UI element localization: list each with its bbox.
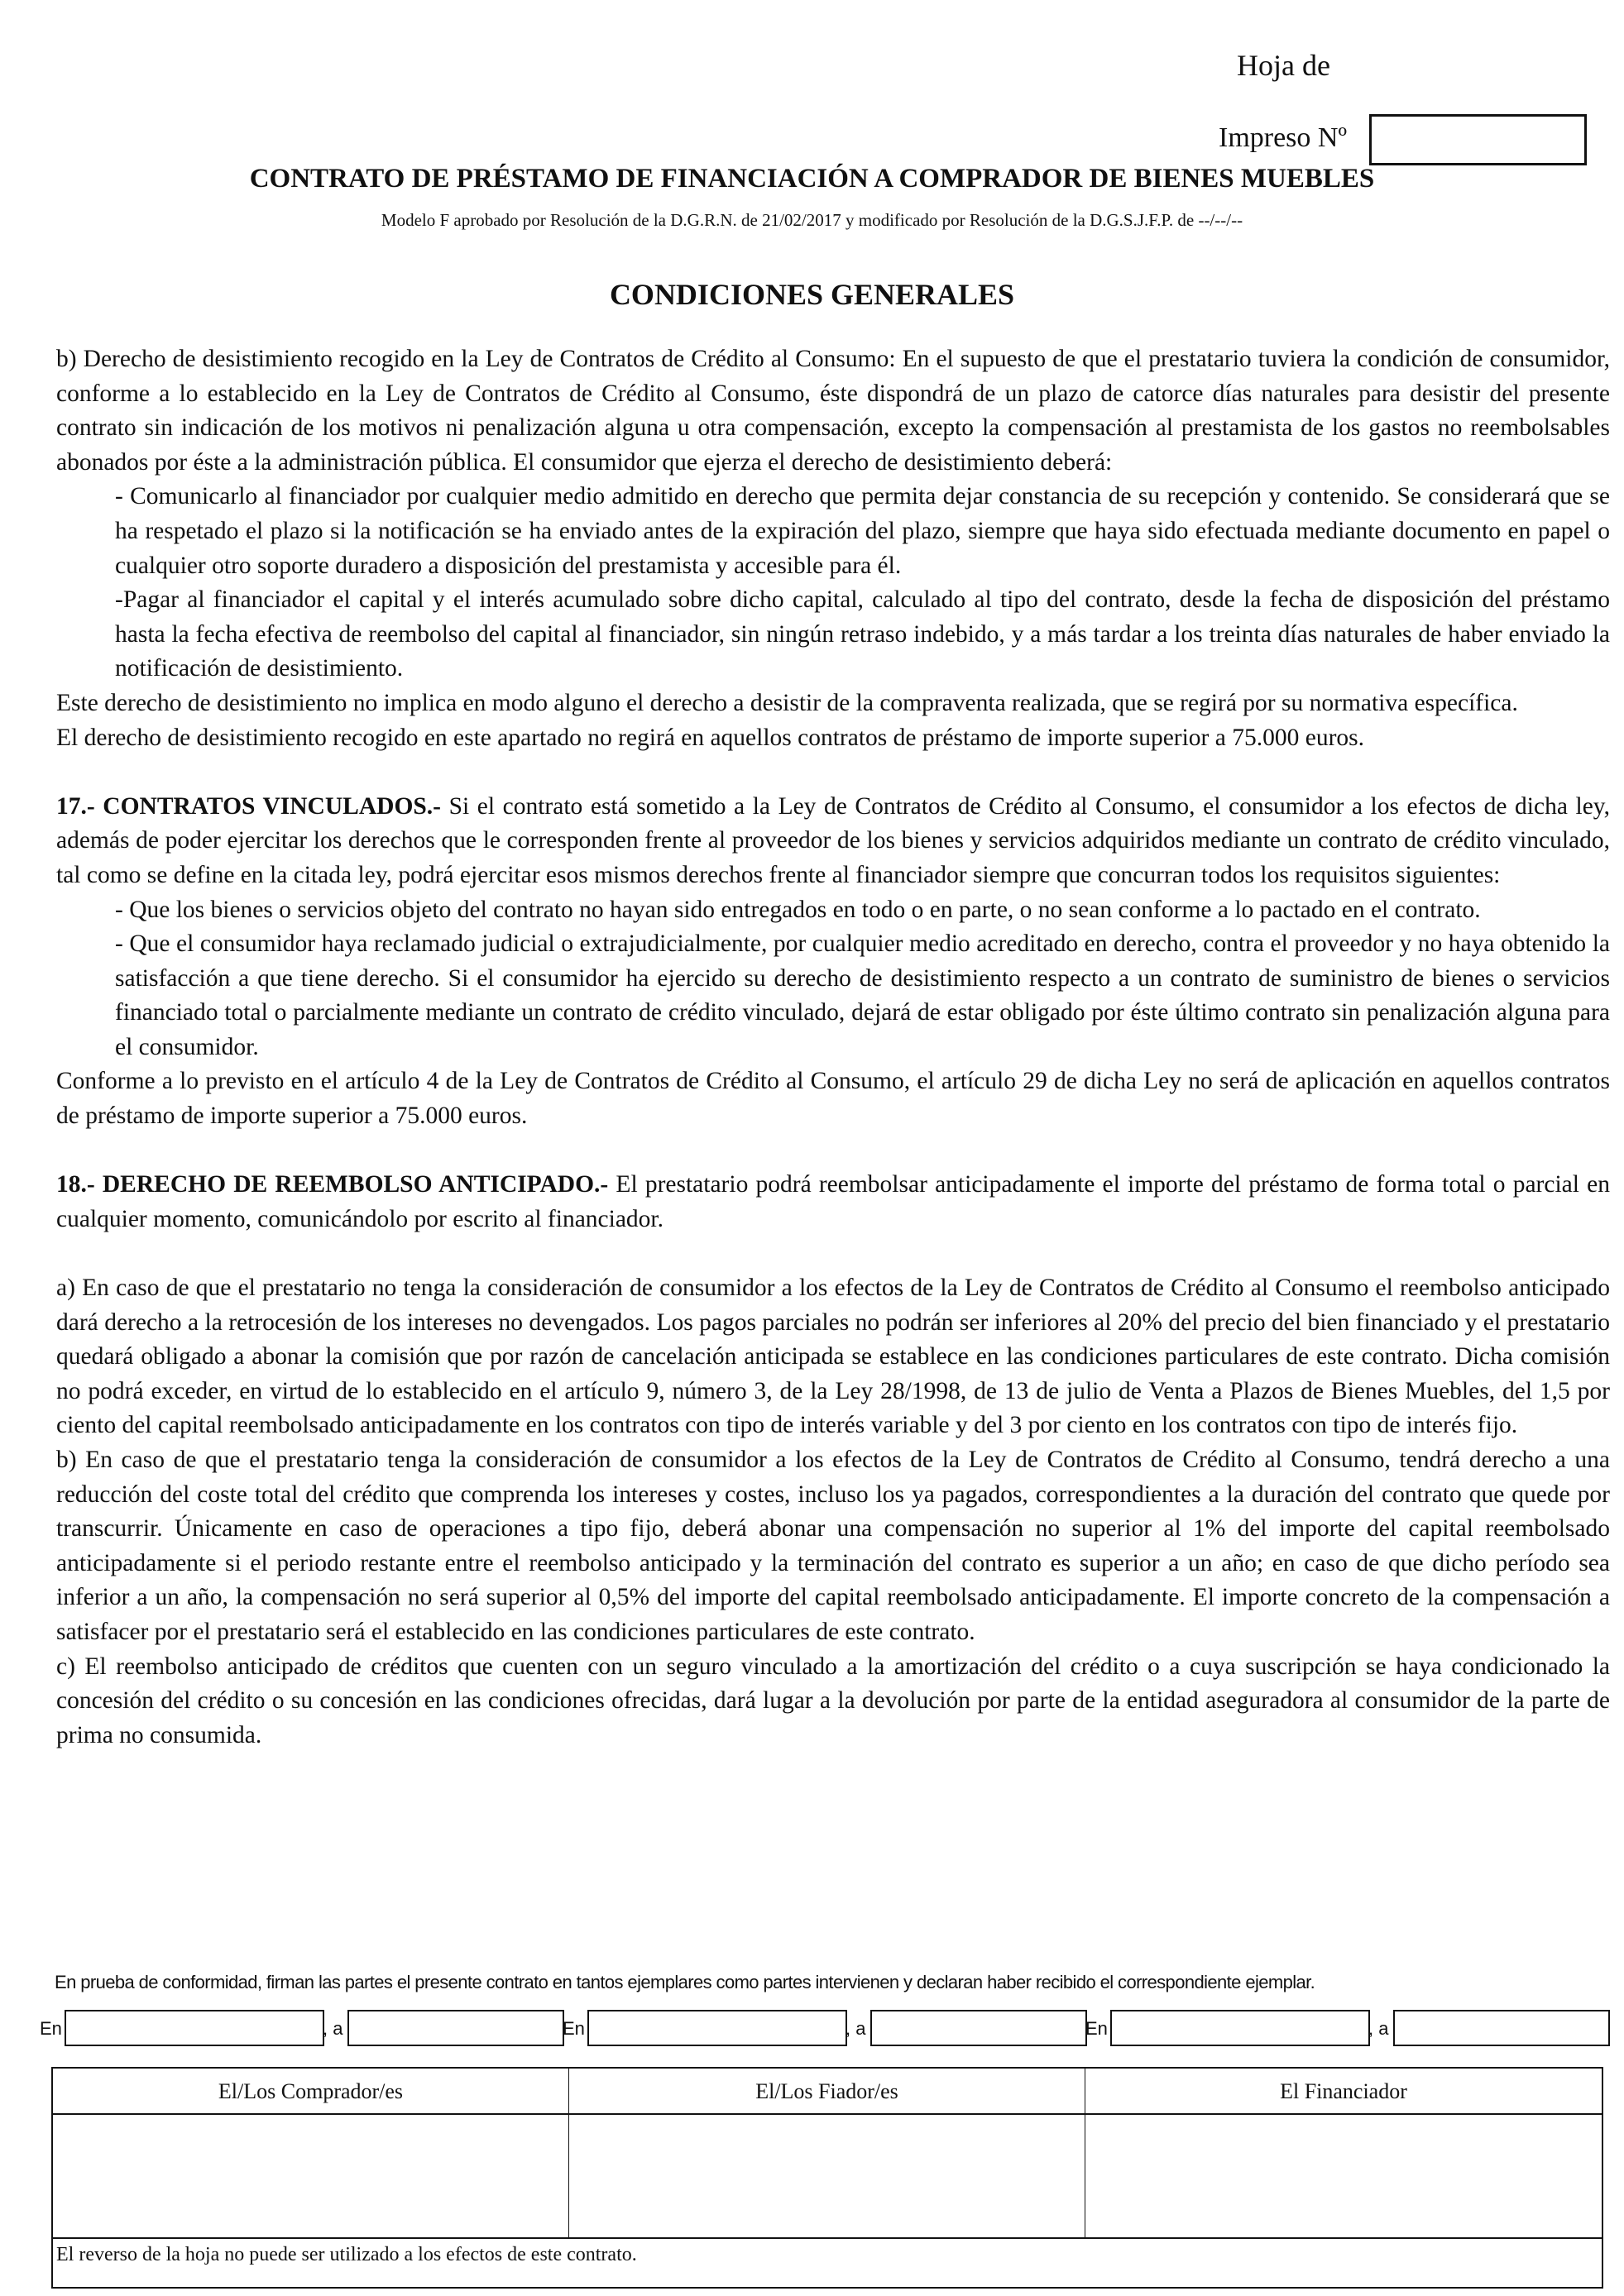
document-title: CONTRATO DE PRÉSTAMO DE FINANCIACIÓN A COMPRADOR DE BIENES MUEBLES bbox=[249, 164, 1375, 194]
clause-18-intro: El prestatario podrá reembolsar anticipadamente el importe del préstamo de forma total o parcial en cualquier momento, comunicándolo por escrito al financiador. bbox=[56, 1171, 1610, 1232]
date-field-1[interactable] bbox=[347, 2010, 564, 2046]
clause-17-item-2: - Que el consumidor haya reclamado judicial o extrajudicialmente, por cualquier medio acreditado en derecho, contra el proveedor y no haya obtenido la satisfacción a que tiene derecho. Si el consumidor ha ejercido su derecho de desistimiento respecto a un contrato de suministro de bienes o servicios financiado total o parcialmente mediante un contrato de crédito vinculado, dejará de estar obligado por éste último contrato sin penalización alguna para el consumidor. bbox=[115, 930, 1610, 1060]
place-label-1: En bbox=[40, 2018, 62, 2039]
clause-17-note: Conforme a lo previsto en el artículo 4 de la Ley de Contratos de Crédito al Consumo, el artículo 29 de dicha Ley no será de aplicación en aquellos contratos de préstamo de importe superior a 75.000 euros. bbox=[56, 1068, 1610, 1130]
clause-17-item-1: - Que los bienes o servicios objeto del contrato no hayan sido entregados en todo o en parte, o no sean conforme a lo pactado en el contrato. bbox=[115, 896, 1481, 923]
clause-17-heading: 17.- CONTRATOS VINCULADOS.- bbox=[56, 792, 441, 820]
section-title: CONDICIONES GENERALES bbox=[609, 278, 1015, 311]
place-field-2[interactable] bbox=[587, 2010, 847, 2046]
general-conditions-body bbox=[56, 342, 1610, 1753]
clause-17-intro: Si el contrato está sometido a la Ley de Contratos de Crédito al Consumo, el consumidor a los efectos de dicha ley, además de poder ejercitar los derechos que le corresponden frente al proveedor de los bienes y servicios adquiridos mediante un contrato de crédito vinculado, tal como se define en la citada ley, podrá ejercitar esos mismos derechos frente al financiador siempre que concurran todos los requisitos siguientes: bbox=[56, 792, 1611, 888]
withdrawal-right-intro: b) Derecho de desistimiento recogido en la Ley de Contratos de Crédito al Consumo: En el supuesto de que el prestatario tuviera la condición de consumidor, conforme a lo establecido en la Ley de Contratos de Crédito al Consumo, éste dispondrá de un plazo de catorce días naturales para desistir del presente contrato sin indicación de los motivos ni penalización alguna u otra compensación, excepto la compensación al prestamista de los gastos no reembolsables abonados por éste a la administración pública. El consumidor que ejerza el derecho de desistimiento deberá: bbox=[56, 346, 1610, 476]
withdrawal-note-2: El derecho de desistimiento recogido en este apartado no regirá en aquellos contratos de préstamo de importe superior a 75.000 euros. bbox=[56, 724, 1365, 751]
place-label-3: En bbox=[1085, 2018, 1108, 2039]
place-label-2: En bbox=[563, 2018, 585, 2039]
sheet-number-label: Hoja de bbox=[1237, 49, 1330, 82]
buyers-header: El/Los Comprador/es bbox=[53, 2069, 569, 2115]
date-label-1: , a bbox=[323, 2018, 343, 2039]
signature-statement: En prueba de conformidad, firman las partes el presente contrato en tantos ejemplares como partes intervienen y declaran haber recibido el correspondiente ejemplar. bbox=[55, 1972, 1315, 1992]
withdrawal-note-1: Este derecho de desistimiento no implica en modo alguno el derecho a desistir de la compraventa realizada, que se regirá por su normativa específica. bbox=[56, 689, 1518, 716]
model-approval-note: Modelo F aprobado por Resolución de la D.G.R.N. de 21/02/2017 y modificado por Resolución de la D.G.S.J.F.P. de --/--/-- bbox=[381, 210, 1243, 230]
date-label-3: , a bbox=[1368, 2018, 1389, 2039]
place-field-1[interactable] bbox=[65, 2010, 324, 2046]
place-field-3[interactable] bbox=[1110, 2010, 1370, 2046]
withdrawal-item-2: -Pagar al financiador el capital y el interés acumulado sobre dicho capital, calculado al tipo del contrato, desde la fecha de disposición del préstamo hasta la fecha efectiva de reembolso del capital al financiador, sin ningún retraso indebido, y a más tardar a los treinta días naturales de haber enviado la notificación de desistimiento. bbox=[115, 586, 1610, 682]
clause-17 bbox=[56, 790, 1610, 893]
buyers-signature-area[interactable] bbox=[53, 2115, 569, 2239]
form-number-field[interactable] bbox=[1369, 114, 1587, 165]
guarantors-signature-area[interactable] bbox=[569, 2115, 1085, 2239]
clause-18-a: a) En caso de que el prestatario no tenga la consideración de consumidor a los efectos de la Ley de Contratos de Crédito al Consumo el reembolso anticipado dará derecho a la retrocesión de los intereses no devengados. Los pagos parciales no podrán ser inferiores al 20% del precio del bien financiado y el prestatario quedará obligado a abonar la comisión que por razón de cancelación anticipada se establece en las condiciones particulares de este contrato. Dicha comisión no podrá exceder, en virtud de lo establecido en el artículo 9, número 3, de la Ley 28/1998, de 13 de julio de Venta a Plazos de Bienes Muebles, del 1,5 por ciento del capital reembolsado anticipadamente en los contratos con tipo de interés variable y del 3 por ciento en los contratos con tipo de interés fijo. bbox=[56, 1275, 1610, 1439]
financier-header: El Financiador bbox=[1085, 2069, 1602, 2115]
clause-18 bbox=[56, 1168, 1610, 1236]
date-field-2[interactable] bbox=[870, 2010, 1087, 2046]
date-field-3[interactable] bbox=[1393, 2010, 1610, 2046]
signature-table bbox=[51, 2067, 1603, 2289]
clause-18-c: c) El reembolso anticipado de créditos que cuenten con un seguro vinculado a la amortización del crédito o a cuya suscripción se haya condicionado la concesión del crédito o su concesión en las condiciones ofrecidas, dará lugar a la devolución por parte de la entidad aseguradora al consumidor de la parte de prima no consumida. bbox=[56, 1653, 1610, 1748]
date-label-2: , a bbox=[846, 2018, 866, 2039]
form-number-label: Impreso Nº bbox=[1219, 122, 1348, 153]
clause-18-b: b) En caso de que el prestatario tenga la consideración de consumidor a los efectos de la Ley de Contratos de Crédito al Consumo, tendrá derecho a una reducción del coste total del crédito que comprenda los intereses y costes, incluso los ya pagados, correspondientes a la duración del contrato que quede por transcurrir. Únicamente en caso de operaciones a tipo fijo, deberá abonar una compensación no superior al 1% del importe del capital reembolsado anticipadamente si el periodo restante entre el reembolso anticipado y la terminación del contrato es superior a un año; en caso de que dicho período sea inferior a un año, la compensación no será superior al 0,5% del importe del capital reembolsado anticipadamente. El importe concreto de la compensación a satisfacer por el prestatario será el establecido en las condiciones particulares de este contrato. bbox=[56, 1447, 1610, 1645]
reverse-side-note: El reverso de la hoja no puede ser utilizado a los efectos de este contrato. bbox=[56, 2244, 637, 2265]
guarantors-header: El/Los Fiador/es bbox=[569, 2069, 1085, 2115]
financier-signature-area[interactable] bbox=[1085, 2115, 1602, 2239]
clause-18-heading: 18.- DERECHO DE REEMBOLSO ANTICIPADO.- bbox=[56, 1171, 609, 1198]
withdrawal-item-1: - Comunicarlo al financiador por cualquier medio admitido en derecho que permita dejar constancia de su recepción y contenido. Se considerará que se ha respetado el plazo si la notificación se ha enviado antes de la expiración del plazo, siempre que haya sido efectuada mediante documento en papel o cualquier otro soporte duradero a disposición del prestamista y accesible para él. bbox=[115, 483, 1610, 579]
